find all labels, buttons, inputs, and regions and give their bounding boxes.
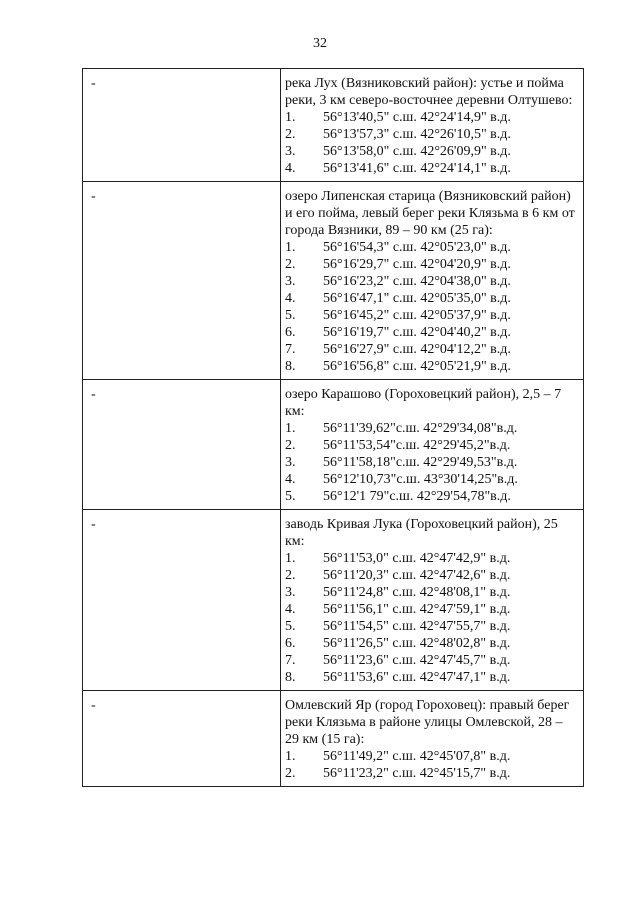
location-description: заводь Кривая Лука (Гороховецкий район), 25 км:: [285, 517, 558, 549]
row-marker: -: [91, 387, 96, 402]
coordinate-number: 3.: [285, 455, 296, 470]
right-cell: [281, 510, 584, 691]
coordinate-line: [285, 143, 579, 160]
right-cell: [281, 691, 584, 787]
coordinate-value: 56°11'53,0" с.ш. 42°47'42,9" в.д.: [323, 551, 511, 566]
left-cell: [83, 691, 281, 787]
table-row: [83, 380, 584, 510]
coordinate-line: [285, 341, 579, 358]
coordinate-value: 56°13'58,0" с.ш. 42°26'09,9" в.д.: [323, 144, 511, 159]
location-entry: [281, 380, 583, 509]
coordinate-number: 3.: [285, 144, 296, 159]
row-marker: -: [91, 517, 96, 532]
coordinate-line: [285, 635, 579, 652]
coordinate-value: 56°13'41,6" с.ш. 42°24'14,1" в.д.: [323, 161, 511, 176]
location-entry: [281, 182, 583, 379]
left-cell: [83, 69, 281, 182]
coordinate-value: 56°11'39,62"с.ш. 42°29'34,08"в.д.: [323, 421, 518, 436]
location-description: Омлевский Яр (город Гороховец): правый берег реки Клязьма в районе улицы Омлевской, 28 – 29 км (15 га):: [285, 698, 570, 747]
coordinate-line: [285, 669, 579, 686]
coordinate-line: [285, 652, 579, 669]
coordinate-number: 3.: [285, 585, 296, 600]
row-marker: -: [91, 698, 96, 713]
coordinate-number: 2.: [285, 766, 296, 781]
coordinate-number: 1.: [285, 421, 296, 436]
coordinate-value: 56°13'57,3" с.ш. 42°26'10,5" в.д.: [323, 127, 511, 142]
coordinate-value: 56°11'49,2" с.ш. 42°45'07,8" в.д.: [323, 749, 511, 764]
coordinate-number: 6.: [285, 636, 296, 651]
coordinate-value: 56°16'45,2" с.ш. 42°05'37,9" в.д.: [323, 308, 511, 323]
location-description: река Лух (Вязниковский район): устье и пойма реки, 3 км северо-восточнее деревни Олтушево:: [285, 76, 573, 108]
coordinate-number: 1.: [285, 240, 296, 255]
coordinate-number: 1.: [285, 749, 296, 764]
coordinate-value: 56°16'23,2" с.ш. 42°04'38,0" в.д.: [323, 274, 511, 289]
coordinate-value: 56°16'47,1" с.ш. 42°05'35,0" в.д.: [323, 291, 511, 306]
coordinate-value: 56°11'56,1" с.ш. 42°47'59,1" в.д.: [323, 602, 511, 617]
coordinate-number: 4.: [285, 602, 296, 617]
left-cell: [83, 510, 281, 691]
coordinate-line: [285, 273, 579, 290]
coordinate-number: 6.: [285, 325, 296, 340]
table-row: [83, 69, 584, 182]
coordinate-value: 56°16'19,7" с.ш. 42°04'40,2" в.д.: [323, 325, 511, 340]
coordinate-number: 5.: [285, 308, 296, 323]
coordinate-number: 2.: [285, 127, 296, 142]
left-cell: [83, 380, 281, 510]
coordinate-value: 56°16'29,7" с.ш. 42°04'20,9" в.д.: [323, 257, 511, 272]
coordinate-value: 56°13'40,5" с.ш. 42°24'14,9" в.д.: [323, 110, 511, 125]
coordinate-value: 56°16'56,8" с.ш. 42°05'21,9" в.д.: [323, 359, 511, 374]
coordinate-line: [285, 454, 579, 471]
coordinate-number: 5.: [285, 489, 296, 504]
coordinate-value: 56°11'20,3" с.ш. 42°47'42,6" в.д.: [323, 568, 511, 583]
coordinate-line: [285, 239, 579, 256]
location-description: озеро Карашово (Гороховецкий район), 2,5 – 7 км:: [285, 387, 562, 419]
table-body: [83, 69, 584, 787]
coordinate-value: 56°11'53,6" с.ш. 42°47'47,1" в.д.: [323, 670, 511, 685]
coordinate-value: 56°11'24,8" с.ш. 42°48'08,1" в.д.: [323, 585, 511, 600]
coordinate-line: [285, 765, 579, 782]
coordinate-value: 56°11'58,18"с.ш. 42°29'49,53"в.д.: [323, 455, 518, 470]
location-entry: [281, 69, 583, 181]
coordinate-value: 56°16'54,3" с.ш. 42°05'23,0" в.д.: [323, 240, 511, 255]
coordinate-line: [285, 550, 579, 567]
coordinate-number: 2.: [285, 568, 296, 583]
coordinate-number: 8.: [285, 359, 296, 374]
coordinate-line: [285, 256, 579, 273]
left-cell: [83, 182, 281, 380]
coordinate-value: 56°11'26,5" с.ш. 42°48'02,8" в.д.: [323, 636, 511, 651]
right-cell: [281, 69, 584, 182]
location-description: озеро Липенская старица (Вязниковский район) и его пойма, левый берег реки Клязьма в 6 км от города Вязники, 89 – 90 км (25 га):: [285, 189, 575, 238]
table-row: [83, 182, 584, 380]
coordinate-line: [285, 358, 579, 375]
coordinate-line: [285, 488, 579, 505]
coordinate-number: 3.: [285, 274, 296, 289]
coordinate-line: [285, 324, 579, 341]
coordinate-line: [285, 307, 579, 324]
table-row: [83, 510, 584, 691]
right-cell: [281, 380, 584, 510]
coordinate-value: 56°11'53,54"с.ш. 42°29'45,2"в.д.: [323, 438, 511, 453]
coordinate-line: [285, 420, 579, 437]
right-cell: [281, 182, 584, 380]
coordinate-value: 56°12'10,73"с.ш. 43°30'14,25"в.д.: [323, 472, 518, 487]
coordinate-line: [285, 601, 579, 618]
row-marker: -: [91, 76, 96, 91]
coordinate-line: [285, 160, 579, 177]
coordinate-number: 8.: [285, 670, 296, 685]
coordinate-number: 5.: [285, 619, 296, 634]
page-number: 32: [313, 36, 327, 51]
coordinate-value: 56°12'1 79"с.ш. 42°29'54,78"в.д.: [323, 489, 511, 504]
coordinate-number: 2.: [285, 438, 296, 453]
coordinate-line: [285, 748, 579, 765]
location-entry: [281, 510, 583, 690]
coordinate-number: 1.: [285, 551, 296, 566]
coordinate-value: 56°11'23,2" с.ш. 42°45'15,7" в.д.: [323, 766, 511, 781]
coordinate-line: [285, 126, 579, 143]
coordinate-number: 7.: [285, 342, 296, 357]
coordinate-number: 4.: [285, 161, 296, 176]
coordinate-number: 2.: [285, 257, 296, 272]
coordinate-number: 4.: [285, 472, 296, 487]
coordinate-line: [285, 584, 579, 601]
coordinate-line: [285, 437, 579, 454]
coordinate-number: 1.: [285, 110, 296, 125]
coordinate-line: [285, 618, 579, 635]
table-row: [83, 691, 584, 787]
coordinate-number: 7.: [285, 653, 296, 668]
coordinate-number: 4.: [285, 291, 296, 306]
row-marker: -: [91, 189, 96, 204]
protected-areas-table: [82, 68, 584, 787]
coordinate-value: 56°11'23,6" с.ш. 42°47'45,7" в.д.: [323, 653, 511, 668]
location-entry: [281, 691, 583, 786]
coordinate-line: [285, 290, 579, 307]
coordinate-line: [285, 471, 579, 488]
coordinate-line: [285, 567, 579, 584]
coordinate-value: 56°11'54,5" с.ш. 42°47'55,7" в.д.: [323, 619, 511, 634]
coordinate-line: [285, 109, 579, 126]
coordinate-value: 56°16'27,9" с.ш. 42°04'12,2" в.д.: [323, 342, 511, 357]
